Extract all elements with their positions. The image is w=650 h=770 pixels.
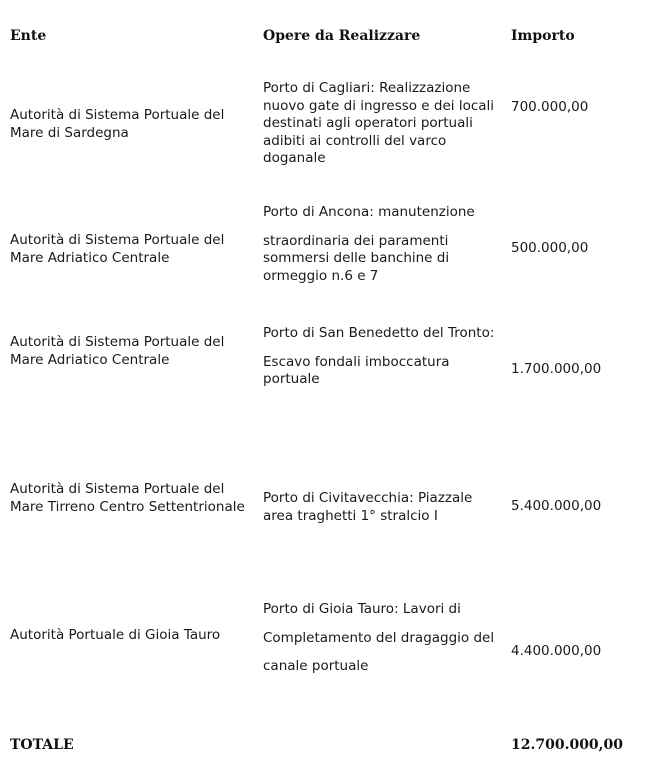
row-5-importo: 4.400.000,00 xyxy=(511,643,602,659)
row-2-ente: Autorità di Sistema Portuale del Mare Adriatico Centrale xyxy=(10,232,225,266)
row-3-ente: Autorità di Sistema Portuale del Mare Adriatico Centrale xyxy=(10,334,225,368)
row-4-opere-line: Porto di Civitavecchia: Piazzale area traghetti 1° stralcio I xyxy=(263,490,473,524)
row-1-opere-line: Porto di Cagliari: Realizzazione nuovo gate di ingresso e dei locali destinati agli operatori portuali adibiti ai controlli del varco doganale xyxy=(263,80,495,166)
row-2-opere-line: Porto di Ancona: manutenzione xyxy=(263,204,475,220)
row-1-ente: Autorità di Sistema Portuale del Mare di Sardegna xyxy=(10,107,225,141)
row-4-ente: Autorità di Sistema Portuale del Mare Tirreno Centro Settentrionale xyxy=(10,481,245,515)
total-value: 12.700.000,00 xyxy=(511,737,624,753)
row-3-opere-line: Escavo fondali imboccatura portuale xyxy=(263,353,450,387)
header-ente: Ente xyxy=(10,28,47,44)
row-5-opere-line: Completamento del dragaggio del xyxy=(263,629,495,646)
row-2-importo: 500.000,00 xyxy=(511,240,589,256)
row-3-opere xyxy=(263,325,503,389)
row-5-opere-line: Porto di Gioia Tauro: Lavori di xyxy=(263,601,461,617)
row-2-opere xyxy=(263,204,503,285)
header-importo: Importo xyxy=(511,28,575,44)
total-label: TOTALE xyxy=(10,737,74,753)
row-4-importo: 5.400.000,00 xyxy=(511,498,602,514)
row-5-opere-line: canale portuale xyxy=(263,658,369,674)
row-3-opere-line: Porto di San Benedetto del Tronto: xyxy=(263,325,495,341)
row-4-opere xyxy=(263,490,503,525)
row-3-importo: 1.700.000,00 xyxy=(511,361,602,377)
row-5-ente: Autorità Portuale di Gioia Tauro xyxy=(10,627,221,643)
row-5-opere xyxy=(263,601,503,676)
row-1-opere xyxy=(263,80,503,168)
row-1-importo: 700.000,00 xyxy=(511,99,589,115)
row-2-opere-line: straordinaria dei paramenti sommersi delle banchine di ormeggio n.6 e 7 xyxy=(263,232,450,284)
header-opere: Opere da Realizzare xyxy=(263,28,421,44)
